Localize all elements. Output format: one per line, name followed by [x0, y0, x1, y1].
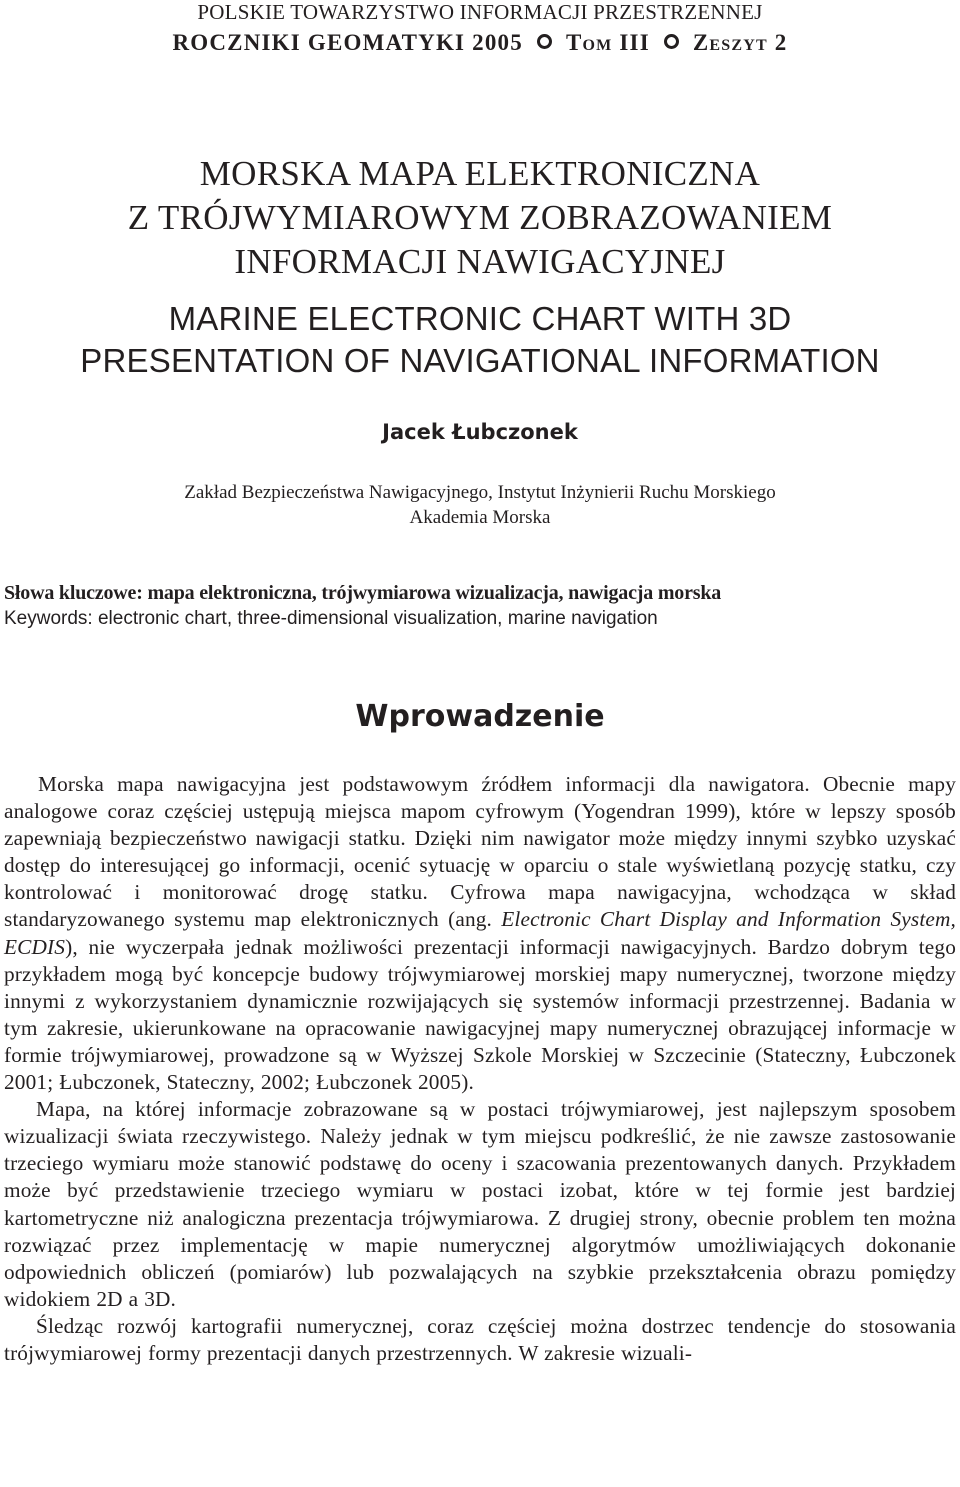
- journal-volume: Tom III: [565, 30, 650, 55]
- affiliation-line: Zakład Bezpieczeństwa Nawigacyjnego, Instytut Inżynierii Ruchu Morskiego: [184, 482, 776, 503]
- title-polish: [0, 152, 960, 284]
- title-english: [0, 298, 960, 382]
- section-heading: Wprowadzenie: [355, 699, 605, 734]
- title-pl-line: INFORMACJI NAWIGACYJNEJ: [234, 242, 726, 281]
- bullet-icon: [664, 34, 679, 49]
- title-en-line: PRESENTATION OF NAVIGATIONAL INFORMATION: [80, 342, 880, 379]
- paragraph-text: ), nie wyczerpała jednak możliwości prezentacji informacji nawigacyjnych. Bardzo dobrym tego przykładem mogą być koncepcje budowy trójwymiarowej morskiej mapy numerycznej, tworzone między innymi z wykorzystaniem dynamicznie rozwijających się systemów informacji przestrzennej. Badania w tym zakresie, ukierunkowane na opracowanie nawigacyjnej mapy numerycznej obrazującej informacje w formie trójwymiarowej, prowadzone są w Wyższej Szkole Morskiej w Szczecinie (Stateczny, Łubczonek 2001; Łubczonek, Stateczny, 2002; Łubczonek 2005).: [4, 934, 956, 1095]
- paragraph: Śledząc rozwój kartografii numerycznej, coraz częściej można dostrzec tendencje do stosowania trójwymiarowej formy prezentacji danych przestrzennych. W zakresie wizuali-: [4, 1313, 956, 1365]
- bullet-icon: [537, 34, 552, 49]
- society-name: POLSKIE TOWARZYSTWO INFORMACJI PRZESTRZENNEJ: [197, 0, 763, 24]
- author-affiliation: [0, 480, 960, 530]
- paragraph: Mapa, na której informacje zobrazowane są w postaci trójwymiarowej, jest najlepszym sposobem wizualizacji świata rzeczywistego. Należy jednak w tym miejscu podkreślić, że nie zawsze zastosowanie trzeciego wymiaru może stanowić podstawę do oceny i szacowania prezentowanych danych. Przykładem może być przedstawienie trzeciego wymiaru w postaci izobat, które w tej formie jest bardziej kartometryczne niż analogiczna prezentacja trójwymiarowa. Z drugiej strony, obecnie problem ten można rozwiązać przez implementację w mapie numerycznej algorytmów umożliwiających dokonanie odpowiednich obliczeń (pomiarów) lub pozwalających na szybkie przekształcenia obrazu pomiędzy widokiem 2D a 3D.: [4, 1097, 956, 1311]
- paragraph-italic-text: Electronic Chart Display and Information System, ECDIS: [4, 907, 956, 959]
- paragraph: [4, 771, 956, 1096]
- title-pl-line: MORSKA MAPA ELEKTRONICZNA: [199, 154, 761, 193]
- author-name: Jacek Łubczonek: [382, 420, 578, 444]
- paragraph-text: Morska mapa nawigacyjna jest podstawowym źródłem informacji dla nawigatora. Obecnie mapy analogowe coraz częściej ustępują miejsca mapom cyfrowym (Yogendran 1999), które w lepszy sposób zapewniają bezpieczeństwo nawigacji statku. Dzięki nim nawigator może między innymi szybko uzyskać dostęp do interesującej go informacji, ocenić sytuację w oparciu o stale wyświetlaną pozycję statku, czy kontrolować i monitorować drogę statku. Cyfrowa mapa nawigacyjna, wchodząca w skład standaryzowanego systemu map elektronicznych (ang.: [4, 772, 956, 932]
- journal-header: [0, 29, 960, 57]
- title-en-line: MARINE ELECTRONIC CHART WITH 3D: [168, 300, 792, 337]
- journal-issue: Zeszyt 2: [692, 30, 788, 55]
- affiliation-line: Akademia Morska: [409, 507, 551, 528]
- body-text: [4, 771, 956, 1367]
- keywords-english: Keywords: electronic chart, three-dimensional visualization, marine navigation: [4, 608, 658, 629]
- journal-name: ROCZNIKI GEOMATYKI 2005: [172, 30, 523, 55]
- keywords-polish: Słowa kluczowe: mapa elektroniczna, trójwymiarowa wizualizacja, nawigacja morska: [4, 582, 722, 604]
- title-pl-line: Z TRÓJWYMIAROWYM ZOBRAZOWANIEM: [127, 198, 833, 237]
